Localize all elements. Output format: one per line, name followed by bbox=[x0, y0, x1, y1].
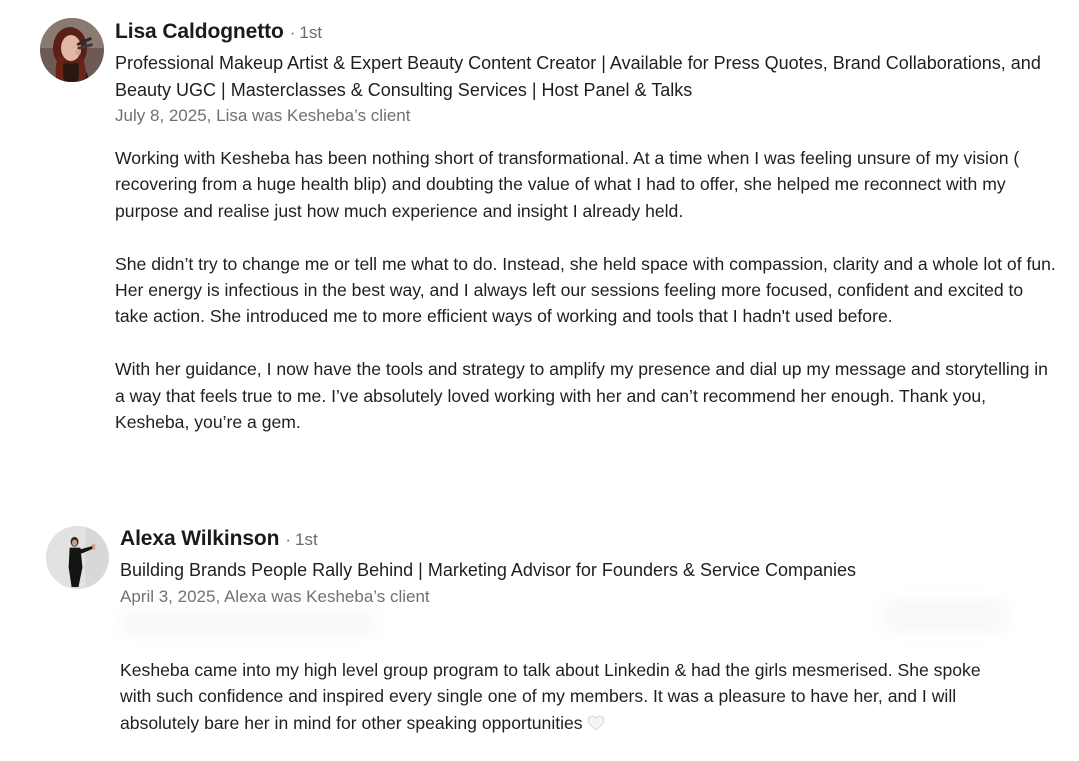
recommendation-text bbox=[115, 145, 1060, 435]
connection-degree: 1st bbox=[295, 530, 318, 549]
recommender-headline: Professional Makeup Artist & Expert Beauty Content Creator | Available for Press Quotes, Brand Collaborations, and Beauty UGC | Masterclasses & Consulting Services | Host Panel & Talks bbox=[115, 53, 1041, 100]
paragraph-text: Kesheba came into my high level group program to talk about Linkedin & had the girls mesmerised. She spoke with such confidence and inspired every single one of my members. It was a pleasure to have her, and I will absolutely bare her in mind for other speaking opportunities bbox=[120, 660, 981, 733]
name-line bbox=[115, 20, 1055, 50]
recommender-name[interactable]: Alexa Wilkinson bbox=[120, 527, 280, 550]
recommendation-date-relation: July 8, 2025, Lisa was Kesheba’s client bbox=[115, 106, 411, 125]
recommendation-header bbox=[115, 20, 1055, 129]
connection-degree: 1st bbox=[299, 23, 323, 42]
recommender-headline: Building Brands People Rally Behind | Marketing Advisor for Founders & Service Companies bbox=[120, 560, 857, 580]
recommendation-card bbox=[0, 510, 1079, 761]
paragraph: With her guidance, I now have the tools and strategy to amplify my presence and dial up my message and storytelling in a way that feels true to me. I’ve absolutely loved working with her and can’t recommend her enough. Thank you, Kesheba, you’re a gem. bbox=[115, 359, 1048, 433]
separator-dot: · bbox=[289, 23, 296, 42]
paragraph: She didn’t try to change me or tell me what to do. Instead, she held space with compassion, clarity and a whole lot of fun. Her energy is infectious in the best way, and I always left our sessions feeling more focused, confident and excited to take action. She introduced me to more efficient ways of working and tools that I hadn't used before. bbox=[115, 253, 1056, 327]
recommendation-date-relation: April 3, 2025, Alexa was Kesheba’s client bbox=[120, 586, 430, 606]
recommender-name[interactable]: Lisa Caldognetto bbox=[115, 20, 284, 43]
paragraph: Working with Kesheba has been nothing short of transformational. At a time when I was feeling unsure of my vision ( recovering from a huge health blip) and doubting the value of what I had to offer, she helped me reconnect with my purpose and realise just how much experience and insight I already held. bbox=[115, 148, 1020, 221]
separator-dot: · bbox=[285, 530, 292, 549]
white-heart-icon bbox=[587, 715, 605, 731]
blurred-placeholder bbox=[118, 610, 378, 636]
paragraph bbox=[120, 657, 990, 736]
avatar[interactable] bbox=[46, 526, 109, 589]
profile-photo-icon bbox=[46, 526, 109, 589]
recommendation-text bbox=[120, 657, 990, 736]
name-line bbox=[120, 527, 1060, 557]
profile-photo-icon bbox=[40, 18, 104, 82]
blurred-placeholder bbox=[880, 598, 1010, 634]
avatar[interactable] bbox=[40, 18, 104, 82]
